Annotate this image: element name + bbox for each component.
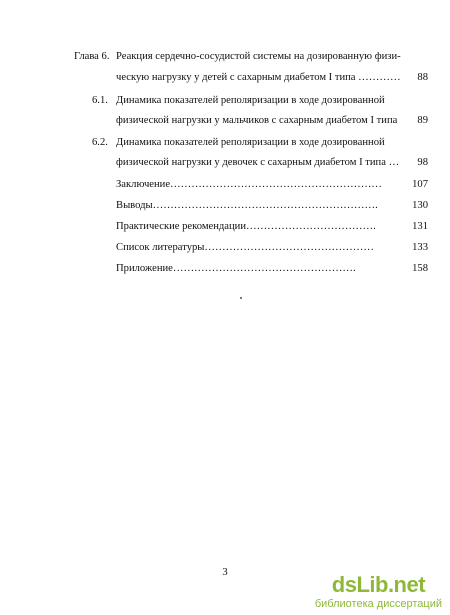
toc-entry-page: 107 <box>412 179 428 190</box>
watermark <box>315 574 442 611</box>
watermark-subtitle: библиотека диссертаций <box>314 598 442 610</box>
toc-entry-title: Практические рекомендации………………………………. <box>116 221 376 232</box>
toc-entry-title: Выводы………………………………………………………. <box>116 200 378 211</box>
toc-entry-page: 130 <box>412 200 428 211</box>
scan-speck <box>240 297 242 299</box>
toc-entry-page: 131 <box>412 221 428 232</box>
toc-chapter-title-line2: ческую нагрузку у детей с сахарным диабетом I типа ………… <box>116 72 401 83</box>
toc-section-title-line2: физической нагрузки у девочек с сахарным диабетом I типа … <box>116 157 400 168</box>
toc-section-label: 6.1. <box>92 95 108 106</box>
toc-section-label: 6.2. <box>92 137 108 148</box>
toc-entry-title: Заключение…………………………………………………… <box>116 179 382 190</box>
toc-entry-title: Список литературы………………………………………… <box>116 242 374 253</box>
toc-chapter-label: Глава 6. <box>74 51 110 62</box>
toc-entry-page: 158 <box>412 263 428 274</box>
toc-chapter-title-line1: Реакция сердечно-сосудистой системы на дозированную физи- <box>116 51 401 62</box>
toc-section-title-line2: физической нагрузки у мальчиков с сахарным диабетом I типа <box>116 115 398 126</box>
toc-section-title-line1: Динамика показателей реполяризации в ходе дозированной <box>116 137 385 148</box>
page-number: 3 <box>222 567 228 578</box>
toc-entry-page: 133 <box>412 242 428 253</box>
toc-section-title-line1: Динамика показателей реполяризации в ходе дозированной <box>116 95 385 106</box>
watermark-logo: dsLib.net <box>331 572 426 597</box>
toc-entry-title: Приложение……………………………………………. <box>116 263 356 274</box>
toc-section-page: 89 <box>417 115 428 126</box>
toc-chapter-page: 88 <box>417 72 428 83</box>
toc-section-page: 98 <box>417 157 428 168</box>
